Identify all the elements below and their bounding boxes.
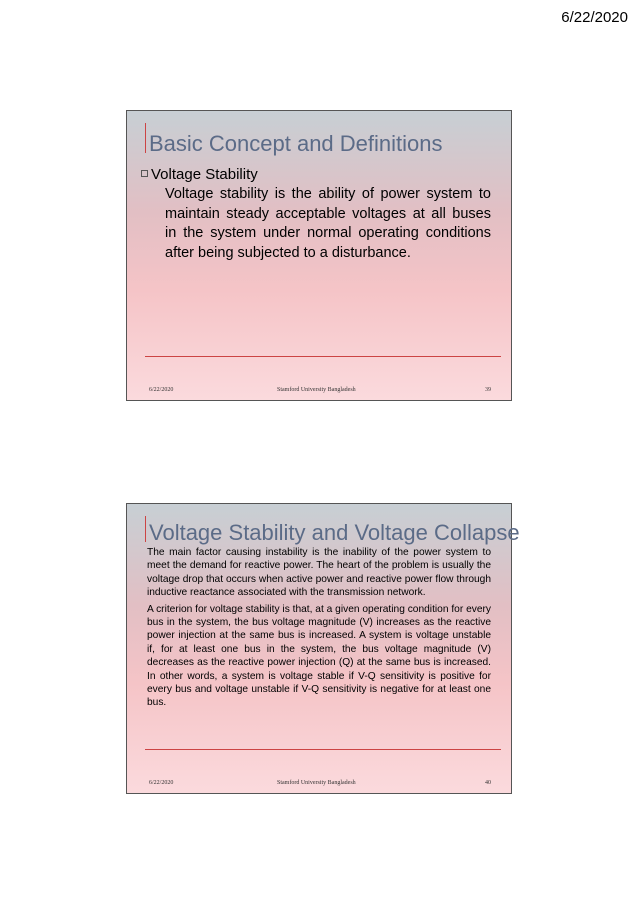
title-accent-line	[145, 123, 146, 153]
footer-organization: Stamford University Bangladesh	[277, 387, 356, 393]
slide-title: Basic Concept and Definitions	[149, 131, 443, 156]
body-paragraph: A criterion for voltage stability is that, at a given operating condition for every bus in the system, the bus voltage magnitude (V) increases as the reactive power injection at the same bus is increased. A system is voltage unstable if, for at least one bus in the system, the bus voltage magnitude (V) decreases as the reactive power injection (Q) at the same bus is increased. In other words, a system is voltage stable if V-Q sensitivity is positive for every bus and voltage unstable if V-Q sensitivity is negative for at least one bus.	[147, 603, 491, 709]
footer-date: 6/22/2020	[149, 780, 174, 786]
footer-organization: Stamford University Bangladesh	[277, 780, 356, 786]
footer-rule	[145, 356, 501, 357]
footer-rule	[145, 749, 501, 750]
title-accent-line	[145, 516, 146, 542]
square-bullet-icon	[141, 170, 148, 177]
bullet-heading-text: Voltage Stability	[151, 166, 258, 183]
page-date: 6/22/2020	[561, 9, 628, 26]
footer-date: 6/22/2020	[149, 387, 174, 393]
slide-number: 40	[485, 780, 491, 786]
slide-number: 39	[485, 387, 491, 393]
slide-body-text	[147, 546, 491, 713]
body-paragraph: The main factor causing instability is the inability of the power system to meet the demand for reactive power. The heart of the problem is usually the voltage drop that occurs when active power and reactive power flow through inductive reactance associated with the transmission network.	[147, 547, 491, 599]
slide-40	[126, 503, 520, 794]
slide-39	[126, 110, 512, 401]
slide-body-text: Voltage stability is the ability of power system to maintain steady acceptable voltages at all buses in the system under normal operating conditions after being subjected to a disturbance.	[165, 186, 491, 261]
bullet-heading	[141, 166, 258, 183]
slide-title: Voltage Stability and Voltage Collapse	[149, 520, 520, 545]
